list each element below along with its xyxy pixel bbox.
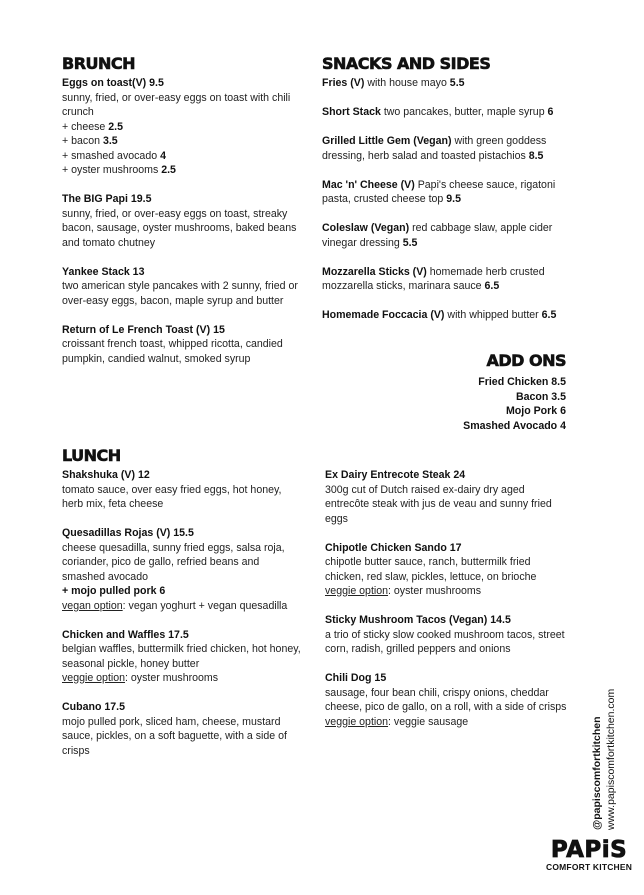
menu-item [322,178,572,207]
item-desc: 300g cut of Dutch raised ex-dairy dry aged entrecôte steak with jus de veau and sunny fried eggs [325,483,552,525]
menu-item [322,76,572,91]
addon-item: Fried Chicken 8.5 [478,376,566,388]
item-name: Ex Dairy Entrecote Steak 24 [325,469,466,481]
option-text: : oyster mushrooms [388,585,482,597]
extra [62,120,302,135]
item-name: Eggs on toast(V) 9.5 [62,77,164,89]
item-name: Chicken and Waffles 17.5 [62,628,189,641]
menu-item [62,323,302,367]
item-price: 5.5 [402,236,418,249]
item-desc: mojo pulled pork, sliced ham, cheese, mustard sauce, pickles, on a soft baguette, with a side of crisps [62,715,287,757]
item-price: 6.5 [484,280,500,292]
item-name: Return of Le French Toast (V) 15 [62,323,225,336]
extra-price: 3.5 [102,135,118,147]
extra [62,163,302,178]
item-desc: tomato sauce, over easy fried eggs, hot honey, herb mix, feta cheese [62,483,282,510]
logo-sub: COMFORT KITCHEN [546,862,633,872]
extra-label: + oyster mushrooms [62,164,159,176]
item-name: Coleslaw (Vegan) [322,222,410,234]
item-name: Shakshuka (V) 12 [62,469,150,481]
menu-item [322,265,572,294]
menu-item [325,468,570,526]
item-desc: sunny, fried, or over-easy eggs on toast, streaky bacon, sausage, oyster mushrooms, baked beans and tomato chutney [62,207,297,249]
item-name: Chipotle Chicken Sando 17 [325,541,462,554]
addon-item: Bacon 3.5 [515,390,566,403]
menu-item [325,613,570,657]
item-name: Yankee Stack 13 [62,265,145,278]
logo-main: PAPiS [550,837,628,863]
item-desc: sunny, fried, or over-easy eggs on toast with chili crunch [62,91,291,118]
instagram-handle: @papiscomfortkitchen [591,716,603,830]
website-link[interactable]: www.papiscomfortkitchen.com [605,688,617,830]
menu-item [322,105,572,120]
item-desc: with green goddess dressing, herb salad and toasted pistachios [322,135,547,162]
item-desc: belgian waffles, buttermilk fried chicken, hot honey, seasonal pickle, honey butter [62,643,301,670]
item-desc: Papi's cheese sauce, rigatoni pasta, crusted cheese top [322,178,556,205]
menu-item [62,700,302,758]
option-label: veggie option [325,715,389,728]
item-name: Homemade Foccacia (V) [322,309,445,321]
item-desc: sausage, four bean chili, crispy onions, cheddar cheese, pico de gallo, on a roll, with a side of crisps [325,686,567,713]
extra-price: 4 [160,149,166,162]
item-name: Short Stack [322,106,381,118]
item-option [325,715,570,730]
item-name: Sticky Mushroom Tacos (Vegan) 14.5 [325,614,511,626]
item-price: 5.5 [449,77,465,89]
section-title: SNACKS AND SIDES [322,54,491,73]
menu-item [62,192,302,250]
item-name: Fries (V) [322,77,365,89]
extra-label: + cheese [62,120,106,133]
snacks-section [322,54,572,337]
menu-item [322,134,572,163]
item-option [62,599,302,614]
extra [62,134,302,149]
social-links [590,689,618,830]
item-price: 9.5 [446,193,462,205]
menu-item [62,265,302,309]
item-extra: + mojo pulled pork 6 [62,585,166,597]
item-desc: a trio of sticky slow cooked mushroom tacos, street corn, radish, grilled peppers and onions [325,628,565,655]
item-name: Mozzarella Sticks (V) [322,265,427,278]
item-desc: chipotle butter sauce, ranch, buttermilk fried chicken, red slaw, pickles, lettuce, on brioche [325,556,537,583]
item-option [62,671,302,686]
addons-section [400,351,566,433]
menu-item [62,468,302,512]
lunch-left [62,446,302,773]
item-desc: croissant french toast, whipped ricotta, candied pumpkin, candied walnut, smoked syrup [62,338,283,365]
item-desc: with house mayo [367,77,447,89]
section-title: ADD ONS [486,351,566,370]
extra-price: 2.5 [108,120,123,133]
brunch-section [62,54,302,381]
extra-price: 2.5 [161,164,176,176]
item-name: Cubano 17.5 [62,701,125,713]
option-text: : veggie sausage [388,715,469,728]
menu-item [322,308,572,323]
item-desc: with whipped butter [447,309,539,321]
section-title: LUNCH [62,446,121,465]
item-price: 6.5 [541,309,557,321]
extra-label: + smashed avocado [62,149,158,162]
option-label: veggie option [325,585,389,597]
item-desc: two american style pancakes with 2 sunny, fried or over-easy eggs, bacon, maple syrup and butter [62,280,298,307]
menu-item [62,628,302,686]
extra-label: + bacon [62,135,100,147]
extra [62,149,302,164]
item-desc: homemade herb crusted mozzarella sticks, marinara sauce [322,265,545,292]
section-title: BRUNCH [62,54,136,73]
item-price: 6 [547,106,554,118]
item-name: The BIG Papi 19.5 [62,193,152,205]
menu-item [325,671,570,729]
lunch-right [325,468,570,744]
item-desc: two pancakes, butter, maple syrup [383,106,545,118]
menu-item [325,541,570,599]
menu-item [62,76,302,178]
item-name: Grilled Little Gem (Vegan) [322,135,452,147]
papis-logo [546,838,632,872]
menu-item [322,221,572,250]
item-name: Quesadillas Rojas (V) 15.5 [62,527,194,539]
item-option [325,584,570,599]
option-text: : vegan yoghurt + vegan quesadilla [122,599,288,612]
item-desc: red cabbage slaw, apple cider vinegar dressing [322,222,553,249]
item-name: Chili Dog 15 [325,672,387,684]
item-desc: cheese quesadilla, sunny fried eggs, salsa roja, coriander, pico de gallo, refried beans and smashed avocado [62,541,285,583]
menu-item [62,526,302,613]
option-label: vegan option [62,599,123,612]
item-price: 8.5 [528,149,544,162]
option-label: veggie option [62,672,126,684]
addon-item: Mojo Pork 6 [505,405,566,417]
option-text: : oyster mushrooms [125,672,219,684]
item-name: Mac 'n' Cheese (V) [322,178,415,191]
addon-item: Smashed Avocado 4 [463,419,566,432]
